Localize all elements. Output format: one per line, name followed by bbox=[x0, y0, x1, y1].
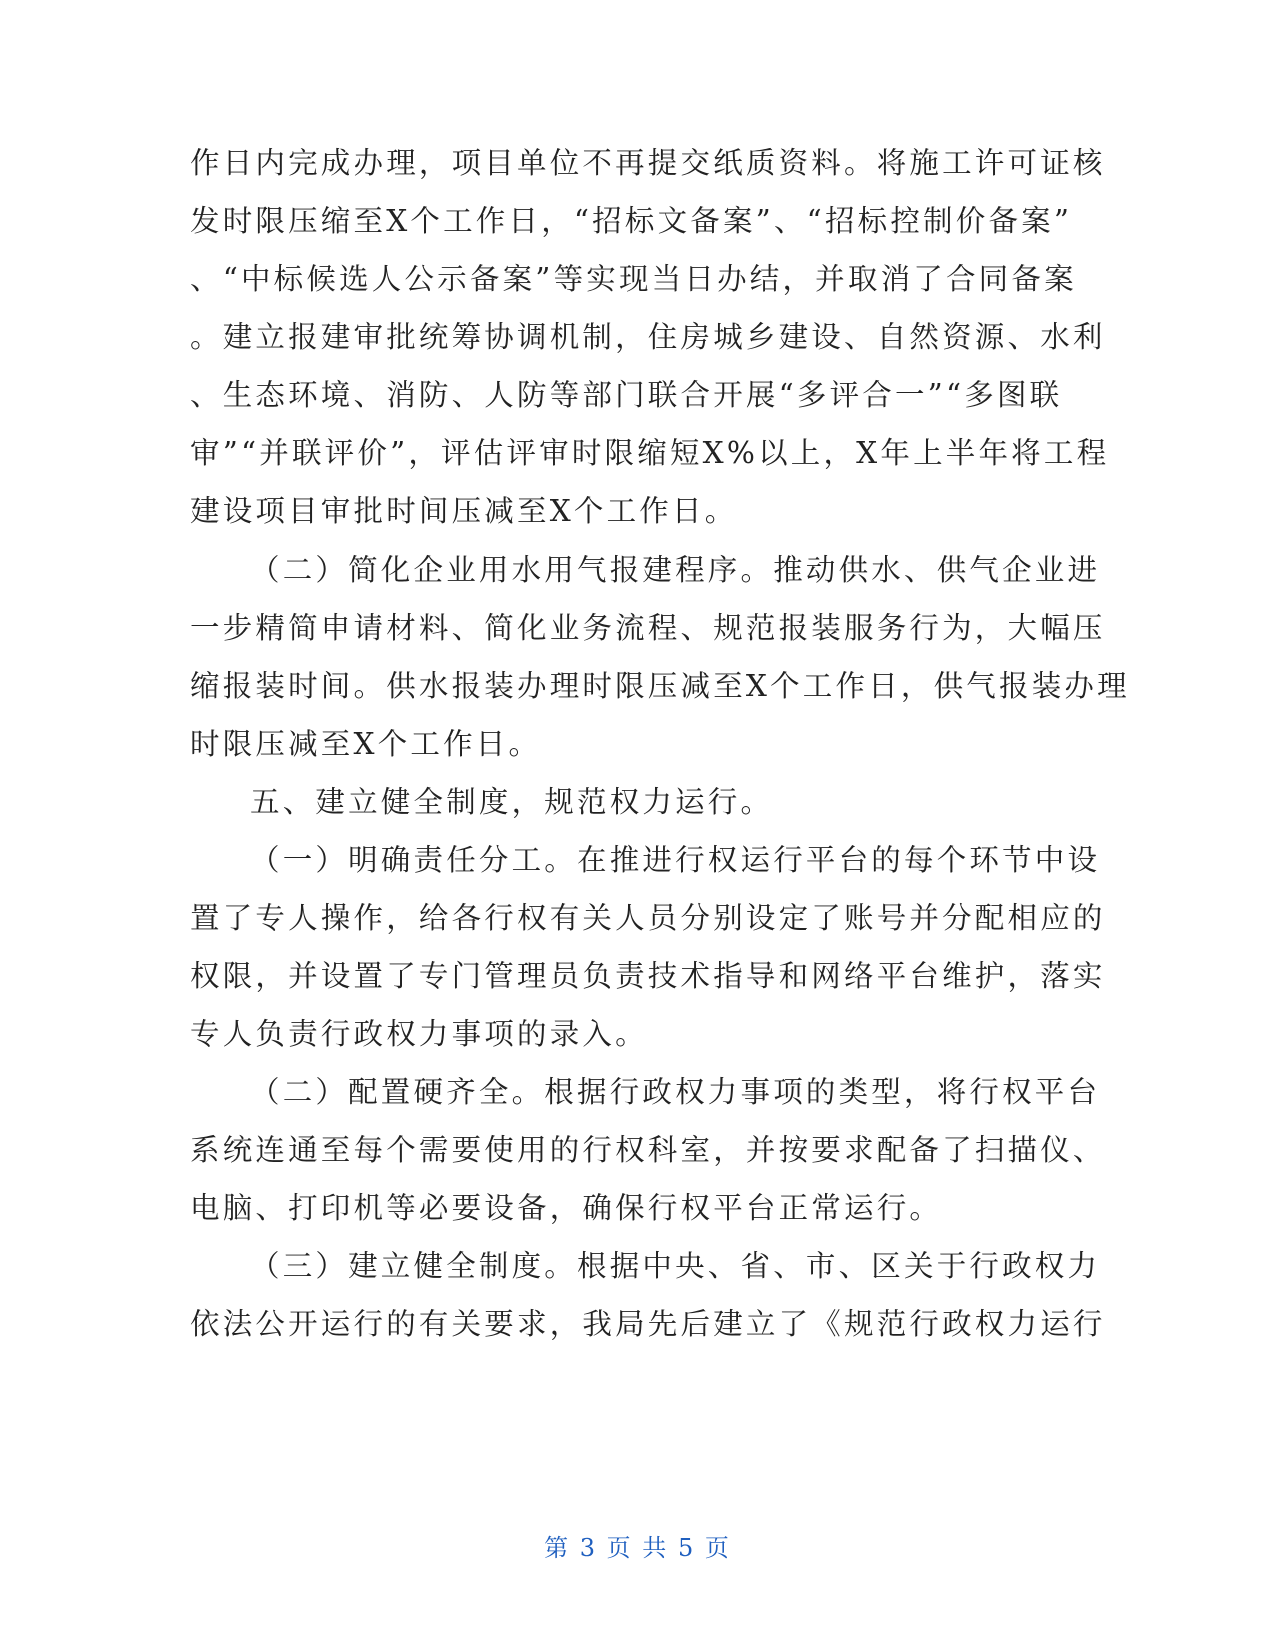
text-line: 电脑、打印机等必要设备，确保行权平台正常运行。 bbox=[190, 1191, 943, 1225]
text-line: 权限，并设置了专门管理员负责技术指导和网络平台维护，落实 bbox=[190, 959, 1106, 993]
paragraph-first-line: （一）明确责任分工。在推进行权运行平台的每个环节中设 bbox=[250, 843, 1101, 877]
text-line: 缩报装时间。供水报装办理时限压减至X个工作日，供气报装办理 bbox=[190, 669, 1130, 703]
text-line: 、生态环境、消防、人防等部门联合开展“多评合一”“多图联 bbox=[190, 378, 1063, 412]
paragraph-first-line: （三）建立健全制度。根据中央、省、市、区关于行政权力 bbox=[250, 1249, 1101, 1283]
text-line: 。建立报建审批统筹协调机制，住房城乡建设、自然资源、水利 bbox=[190, 320, 1106, 354]
text-line: 、“中标候选人公示备案”等实现当日办结，并取消了合同备案 bbox=[190, 262, 1077, 296]
text-line: 建设项目审批时间压减至X个工作日。 bbox=[190, 494, 738, 528]
text-line: 作日内完成办理，项目单位不再提交纸质资料。将施工许可证核 bbox=[190, 146, 1106, 180]
text-line: 时限压减至X个工作日。 bbox=[190, 727, 542, 761]
text-line: 审”“并联评价”，评估评审时限缩短X%以上，X年上半年将工程 bbox=[190, 436, 1110, 470]
text-line: 系统连通至每个需要使用的行权科室，并按要求配备了扫描仪、 bbox=[190, 1133, 1106, 1167]
text-line: 一步精简申请材料、简化业务流程、规范报装服务行为，大幅压 bbox=[190, 611, 1106, 645]
paragraph-first-line: （二）简化企业用水用气报建程序。推动供水、供气企业进 bbox=[250, 553, 1101, 587]
paragraph-first-line: （二）配置硬齐全。根据行政权力事项的类型，将行权平台 bbox=[250, 1075, 1101, 1109]
section-heading: 五、建立健全制度，规范权力运行。 bbox=[250, 785, 774, 819]
text-line: 依法公开运行的有关要求，我局先后建立了《规范行政权力运行 bbox=[190, 1307, 1106, 1341]
page-number-footer: 第 3 页 共 5 页 bbox=[544, 1534, 731, 1562]
text-line: 置了专人操作，给各行权有关人员分别设定了账号并分配相应的 bbox=[190, 901, 1106, 935]
text-line: 专人负责行政权力事项的录入。 bbox=[190, 1017, 648, 1051]
text-line: 发时限压缩至X个工作日，“招标文备案”、“招标控制价备案” bbox=[190, 204, 1073, 238]
